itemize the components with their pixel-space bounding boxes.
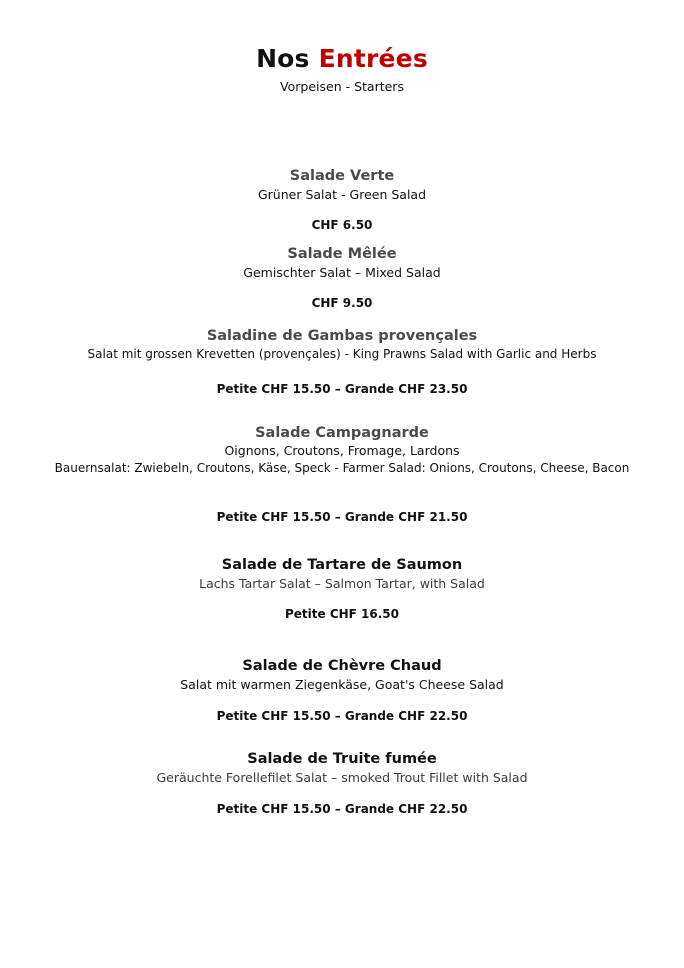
dish-price: Petite CHF 15.50 – Grande CHF 22.50 [216,802,468,816]
dish-price: Petite CHF 15.50 – Grande CHF 22.50 [216,709,468,723]
dish-description: Salat mit grossen Krevetten (provençales) - King Prawns Salad with Garlic and Herbs [87,347,597,361]
dish-price: Petite CHF 15.50 – Grande CHF 23.50 [216,382,468,396]
dish-name: Salade de Tartare de Saumon [221,557,463,573]
dish-description: Salat mit warmen Ziegenkäse, Goat's Cheese Salad [180,677,504,692]
dish-description: Geräuchte Forellefilet Salat – smoked Trout Fillet with Salad [156,770,528,785]
dish-name: Salade Verte [289,168,395,184]
dish-name: Salade de Truite fumée [247,751,437,767]
dish-description: Gemischter Salat – Mixed Salad [243,265,441,280]
dish-description: Grüner Salat - Green Salad [257,187,427,202]
page-title [0,44,684,73]
dish-price: Petite CHF 16.50 [284,607,400,621]
dish-price: CHF 6.50 [311,218,373,232]
title-word-entrees: Entrées [318,44,428,73]
dish-name: Saladine de Gambas provençales [206,328,478,344]
dish-name: Salade Mêlée [287,246,397,262]
dish-description-secondary: Bauernsalat: Zwiebeln, Croutons, Käse, Speck - Farmer Salad: Onions, Croutons, Cheese, Bacon [54,461,630,475]
page-subtitle: Vorpeisen - Starters [280,79,404,94]
dish-price: CHF 9.50 [311,296,373,310]
title-word-nos: Nos [256,44,310,73]
dish-description: Lachs Tartar Salat – Salmon Tartar, with Salad [199,576,485,591]
dish-price: Petite CHF 15.50 – Grande CHF 21.50 [216,510,468,524]
dish-description: Oignons, Croutons, Fromage, Lardons [224,443,460,458]
dish-name: Salade Campagnarde [255,425,429,441]
dish-name: Salade de Chèvre Chaud [242,658,442,674]
